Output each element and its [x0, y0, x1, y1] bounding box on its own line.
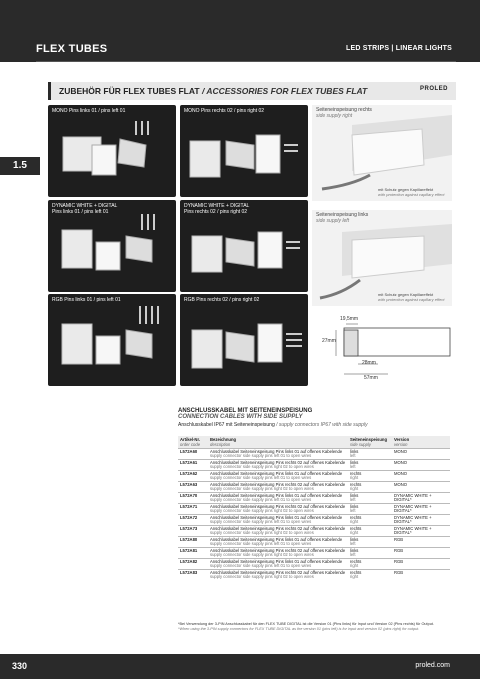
side-supply [348, 537, 392, 548]
side-supply [348, 482, 392, 493]
order-code: L572A60 [178, 449, 208, 460]
product-panel-rgb-right [180, 294, 308, 386]
description-de: Anschlusskabel Seiteneinspeisung Pins rechts 02 auf offenes Kabelende [210, 481, 346, 487]
side-supply [348, 471, 392, 482]
description-de: Anschlusskabel Seiteneinspeisung Pins links 01 auf offenes Kabelende [210, 558, 343, 564]
version: MONO [392, 449, 450, 460]
side-supply-de: links [350, 448, 359, 454]
description-en: supply connector side supply pins right 02 to open wires [210, 464, 314, 469]
panel-label-line1: MONO Pins rechts 02 / pins right 02 [184, 108, 265, 114]
col-header-en: side supply [350, 442, 371, 447]
footer-bar [0, 654, 480, 679]
photo-caption-de: mit Schutz gegen Kapillareffekt [378, 292, 434, 297]
description-de: Anschlusskabel Seiteneinspeisung Pins rechts 02 auf offenes Kabelende [210, 525, 346, 531]
version: RGB [392, 559, 450, 570]
side-supply-en: right [350, 563, 359, 568]
description-en: supply connector side supply pins left 01 to open wires [210, 497, 312, 502]
website-link[interactable]: proled.com [415, 662, 450, 669]
dimension-drawing-svg [322, 316, 452, 386]
order-code: L572A81 [178, 548, 208, 559]
order-code: L572A80 [178, 537, 208, 548]
version: DYNAMIC WHITE + DIGITAL* [392, 515, 450, 526]
col-header-de: Version [394, 437, 410, 442]
description-en: supply connector side supply pins left 01 to open wires [210, 519, 312, 524]
header-bar [0, 0, 480, 62]
side-supply-en: right [350, 574, 359, 579]
description-de: Anschlusskabel Seiteneinspeisung Pins links 01 auf offenes Kabelende [210, 492, 343, 498]
table-header-row [178, 436, 450, 449]
side-supply [348, 449, 392, 460]
photo-label-en: side supply right [316, 113, 353, 119]
description-de: Anschlusskabel Seiteneinspeisung Pins links 01 auf offenes Kabelende [210, 470, 343, 476]
photo-label-de: Seiteneinspeisung rechts [316, 107, 372, 113]
order-code: L572A73 [178, 526, 208, 537]
footnote-de: *Bei Verwendung der 3-PIN Anschlusskabel für den FLEX TUBE DIGITAL ist die Version 01 (Pins links) für Input und Version 02 (Pins rechts) für Output. [178, 622, 434, 626]
description [208, 460, 348, 471]
col-header-en: order code [180, 442, 201, 447]
description [208, 449, 348, 460]
side-supply [348, 570, 392, 581]
order-code: L572A72 [178, 515, 208, 526]
dim-depth-2: 57mm [364, 375, 378, 381]
description-en: supply connector side supply pins left 01 to open wires [210, 475, 312, 480]
header-category: LED STRIPS | LINEAR LIGHTS [346, 45, 452, 52]
description-en: supply connector side supply pins left 01 to open wires [210, 453, 312, 458]
side-supply-en: right [350, 486, 359, 491]
side-supply-en: left [350, 508, 356, 513]
dim-height: 27mm [322, 338, 336, 344]
side-supply-en: left [350, 552, 356, 557]
version: MONO [392, 471, 450, 482]
order-code: L572A63 [178, 482, 208, 493]
table-row [178, 471, 450, 482]
panel-label [184, 203, 249, 215]
side-supply [348, 526, 392, 537]
side-supply-de: links [350, 459, 359, 465]
table-title-en: CONNECTION CABLES WITH SIDE SUPPLY [178, 414, 303, 420]
side-supply [348, 493, 392, 504]
table-row [178, 559, 450, 570]
description [208, 559, 348, 570]
description-de: Anschlusskabel Seiteneinspeisung Pins rechts 02 auf offenes Kabelende [210, 503, 346, 509]
description [208, 471, 348, 482]
side-supply-de: rechts [350, 569, 362, 575]
photo-label-en: side supply left [316, 218, 350, 224]
description [208, 504, 348, 515]
description-en: supply connector side supply pins left 01 to open wires [210, 563, 312, 568]
description-en: supply connector side supply pins left 01 to open wires [210, 541, 312, 546]
chapter-tab: 1.5 [0, 157, 40, 175]
side-supply-de: rechts [350, 558, 362, 564]
photo-label [316, 212, 368, 224]
description-en: supply connector side supply pins right 02 to open wires [210, 552, 314, 557]
table-row [178, 449, 450, 460]
table-row [178, 482, 450, 493]
side-supply-de: rechts [350, 481, 362, 487]
side-supply-en: left [350, 453, 356, 458]
col-header [348, 436, 392, 449]
table-row [178, 504, 450, 515]
panel-label-line1: DYNAMIC WHITE + DIGITAL [52, 203, 118, 209]
table-row [178, 460, 450, 471]
side-supply-en: right [350, 475, 359, 480]
photo-side-supply-left [312, 210, 452, 306]
order-code: L572A70 [178, 493, 208, 504]
col-header [392, 436, 450, 449]
photo-label [316, 107, 372, 119]
photo-label-de: Seiteneinspeisung links [316, 212, 369, 218]
table-row [178, 493, 450, 504]
photo-side-supply-right [312, 105, 452, 201]
panel-label [52, 108, 125, 114]
side-supply-de: links [350, 503, 359, 509]
col-header-de: Artikel-Nr. [180, 437, 201, 442]
side-supply-en: left [350, 464, 356, 469]
col-header-en: description [210, 442, 231, 447]
description [208, 537, 348, 548]
photo-caption-de: mit Schutz gegen Kapillareffekt [378, 187, 434, 192]
product-panel-dynamic-right [180, 200, 308, 292]
version: DYNAMIC WHITE + DIGITAL* [392, 526, 450, 537]
side-supply-de: rechts [350, 470, 362, 476]
version: MONO [392, 482, 450, 493]
product-panel-dynamic-left [48, 200, 176, 292]
connector-image [180, 105, 308, 197]
description [208, 548, 348, 559]
panel-label-line1: RGB Pins links 01 / pins left 01 [52, 297, 121, 303]
col-header-de: Bezeichnung [210, 437, 237, 442]
description-en: supply connector side supply pins right 02 to open wires [210, 486, 314, 491]
side-supply-en: right [350, 519, 359, 524]
order-code: L572A62 [178, 471, 208, 482]
version: RGB [392, 548, 450, 559]
panel-label-line1: RGB Pins rechts 02 / pins right 02 [184, 297, 260, 303]
panel-label-line1: DYNAMIC WHITE + DIGITAL [184, 203, 250, 209]
dim-depth-1: 28mm [362, 360, 376, 366]
section-title-de: ZUBEHÖR FÜR FLEX TUBES FLAT [59, 86, 200, 96]
dimension-drawing [322, 316, 452, 386]
description-de: Anschlusskabel Seiteneinspeisung Pins links 01 auf offenes Kabelende [210, 448, 343, 454]
side-supply [348, 548, 392, 559]
col-header [178, 436, 208, 449]
col-header-en: version [394, 442, 408, 447]
description [208, 570, 348, 581]
side-supply-de: links [350, 492, 359, 498]
version: DYNAMIC WHITE + DIGITAL* [392, 504, 450, 515]
photo-caption-en: with protection against capillary effect [378, 297, 445, 302]
footnote-en: *When using the 3-PIN supply connectors for FLEX TUBE DIGITAL as the version 01 (pins left) is for input and version 02 (pins right) for output. [178, 626, 420, 631]
panel-label [184, 297, 259, 303]
brand-logo: PROLED [419, 86, 448, 92]
side-supply-de: rechts [350, 525, 362, 531]
footnote [178, 622, 453, 631]
description-de: Anschlusskabel Seiteneinspeisung Pins rechts 02 auf offenes Kabelende [210, 547, 346, 553]
description-de: Anschlusskabel Seiteneinspeisung Pins links 01 auf offenes Kabelende [210, 514, 343, 520]
version: RGB [392, 570, 450, 581]
description [208, 493, 348, 504]
order-code: L572A61 [178, 460, 208, 471]
order-code: L572A83 [178, 570, 208, 581]
section-header [48, 82, 456, 100]
table-row [178, 537, 450, 548]
version: RGB [392, 537, 450, 548]
table-title-de: ANSCHLUSSKABEL MIT SEITENEINSPEISUNG [178, 408, 313, 414]
photo-caption-en: with protection against capillary effect [378, 192, 445, 197]
side-supply-de: rechts [350, 514, 362, 520]
page-number: 330 [12, 661, 28, 671]
table-row [178, 526, 450, 537]
description [208, 515, 348, 526]
description-en: supply connector side supply pins right 02 to open wires [210, 530, 314, 535]
description-de: Anschlusskabel Seiteneinspeisung Pins rechts 02 auf offenes Kabelende [210, 569, 346, 575]
order-code: L572A71 [178, 504, 208, 515]
table-section-header [178, 408, 368, 428]
product-panel-mono-right [180, 105, 308, 197]
description-de: Anschlusskabel Seiteneinspeisung Pins links 01 auf offenes Kabelende [210, 536, 343, 542]
header-divider [36, 61, 456, 62]
description [208, 526, 348, 537]
order-code: L572A82 [178, 559, 208, 570]
side-supply-de: links [350, 536, 359, 542]
version: MONO [392, 460, 450, 471]
version: DYNAMIC WHITE + DIGITAL* [392, 493, 450, 504]
photo-caption [378, 292, 448, 302]
side-supply [348, 559, 392, 570]
side-supply-en: right [350, 530, 359, 535]
dim-width: 19,5mm [340, 316, 359, 322]
side-supply [348, 504, 392, 515]
panel-label [184, 108, 264, 114]
panel-label-line1: MONO Pins links 01 / pins left 01 [52, 108, 126, 114]
side-supply-en: left [350, 497, 356, 502]
side-supply-en: left [350, 541, 356, 546]
table-row [178, 548, 450, 559]
product-panel-rgb-left [48, 294, 176, 386]
description-en: supply connector side supply pins right 02 to open wires [210, 508, 314, 513]
panel-label [52, 297, 121, 303]
connector-image [48, 294, 176, 386]
table-subtitle [178, 422, 368, 428]
photo-caption [378, 187, 448, 197]
side-supply [348, 460, 392, 471]
col-header-de: Seiteneinspeisung [350, 437, 387, 442]
header-title: FLEX TUBES [36, 43, 108, 55]
connection-cables-table [178, 436, 450, 580]
panel-label [52, 203, 117, 215]
connector-image [48, 105, 176, 197]
table-row [178, 515, 450, 526]
table-subtitle-en: / supply connectors IP67 with side supply [276, 422, 368, 428]
side-supply-de: links [350, 547, 359, 553]
table-subtitle-de: Anschlusskabel IP67 mit Seiteneinspeisung [178, 422, 275, 428]
section-title [59, 86, 367, 96]
section-title-en: / ACCESSORIES FOR FLEX TUBES FLAT [201, 86, 368, 96]
description-de: Anschlusskabel Seiteneinspeisung Pins rechts 02 auf offenes Kabelende [210, 459, 346, 465]
col-header [208, 436, 348, 449]
description [208, 482, 348, 493]
description-en: supply connector side supply pins right 02 to open wires [210, 574, 314, 579]
panel-label-line2: Pins links 01 / pins left 01 [52, 209, 109, 215]
panel-label-line2: Pins rechts 02 / pins right 02 [184, 209, 248, 215]
side-supply [348, 515, 392, 526]
table-row [178, 570, 450, 581]
connector-image [180, 294, 308, 386]
product-panel-mono-left [48, 105, 176, 197]
